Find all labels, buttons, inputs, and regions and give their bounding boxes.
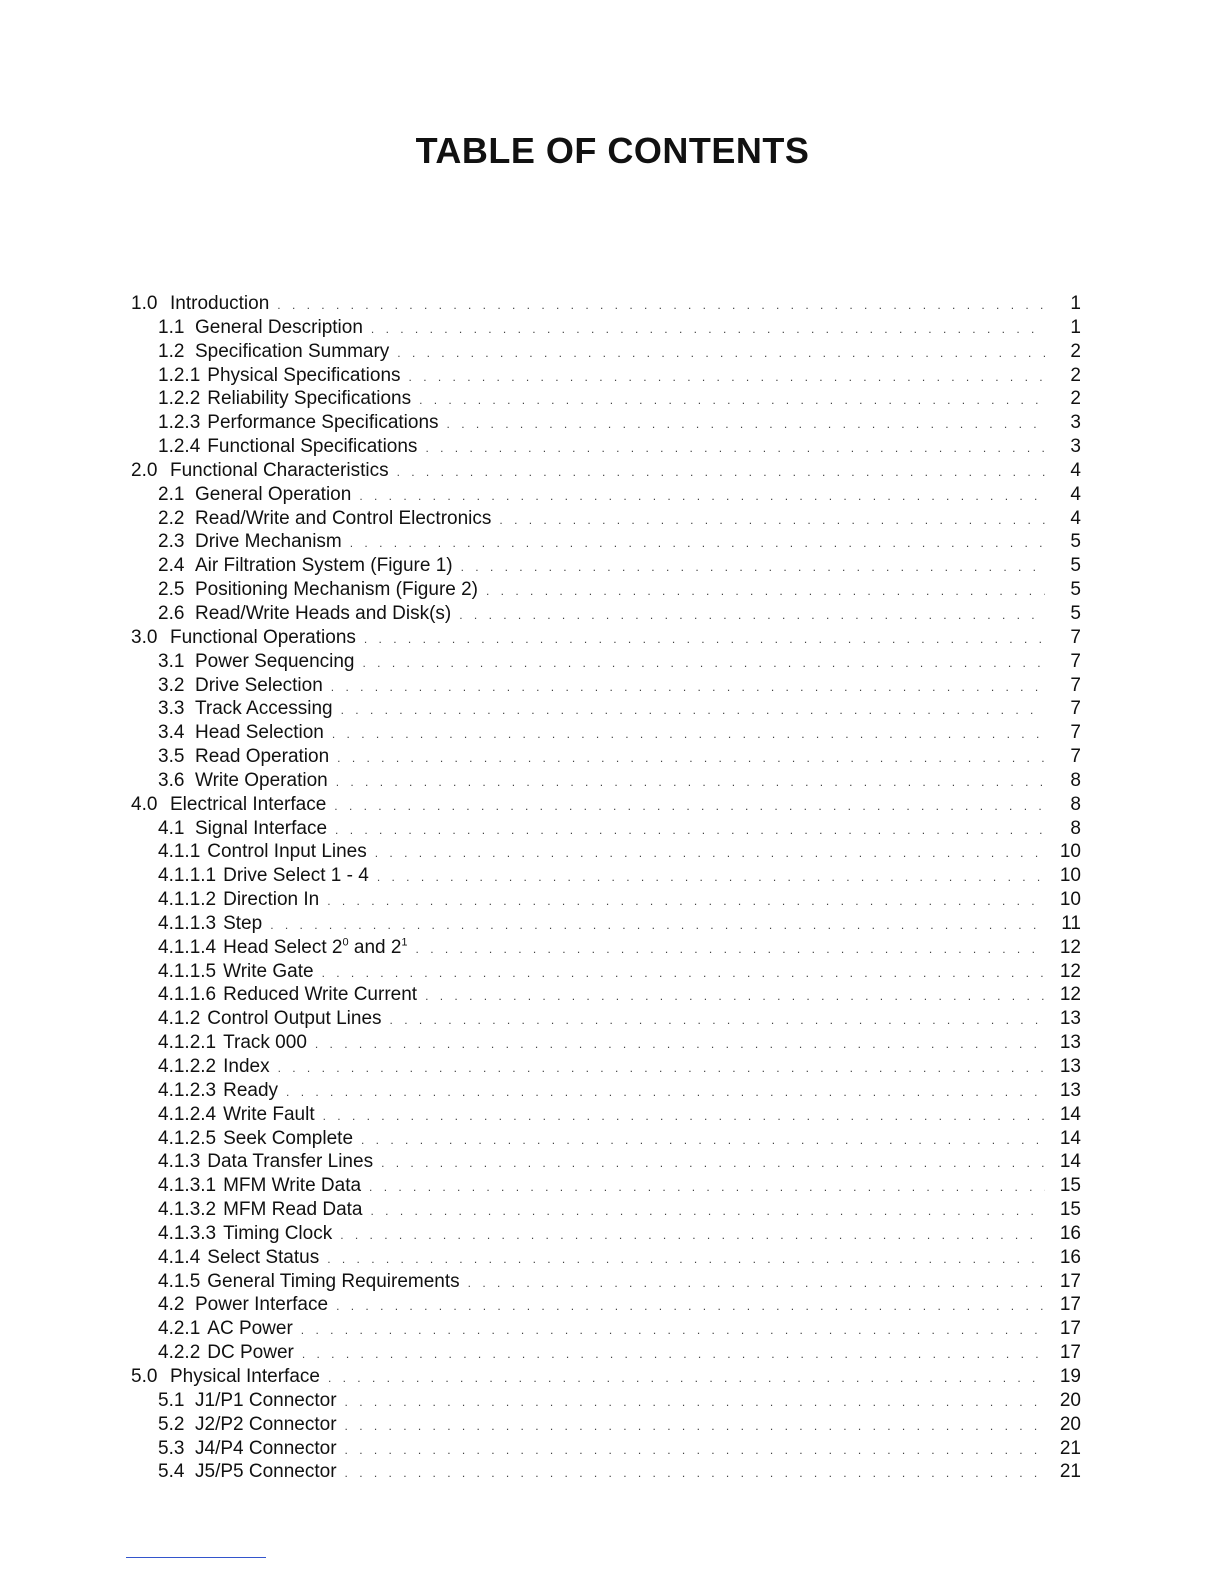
toc-entry (131, 721, 1081, 745)
toc-entry-page: 10 (1059, 865, 1081, 887)
dot-leader (345, 1415, 1045, 1439)
toc-entry (131, 1437, 1081, 1461)
dot-leader (278, 1057, 1045, 1081)
toc-entry-number: 1.2 (158, 340, 185, 362)
toc-entry (131, 1031, 1081, 1055)
toc-entry (131, 411, 1081, 435)
toc-entry (131, 292, 1081, 316)
toc-entry-label: Physical Specifications (207, 364, 401, 386)
toc-entry (131, 793, 1081, 817)
toc-entry-number: 4.1 (158, 817, 185, 839)
toc-entry-number: 2.4 (158, 555, 185, 577)
toc-entry-label: Drive Selection (195, 674, 323, 696)
toc-entry-number: 1.0 (131, 293, 158, 314)
toc-entry-label: Positioning Mechanism (Figure 2) (195, 579, 479, 601)
toc-entry-page: 16 (1059, 1246, 1081, 1268)
toc-entry-number: 1.2.4 (158, 436, 201, 458)
toc-entry-label: Introduction (170, 293, 270, 314)
toc-entry-page: 17 (1059, 1318, 1081, 1340)
dot-leader (327, 890, 1045, 914)
toc-entry (131, 1389, 1081, 1413)
toc-entry-page: 3 (1070, 436, 1081, 458)
toc-entry (131, 674, 1081, 698)
toc-entry-page: 5 (1070, 602, 1081, 624)
toc-entry (131, 1341, 1081, 1365)
toc-entry-number: 5.1 (158, 1389, 185, 1411)
toc-entry-label: Signal Interface (195, 817, 328, 839)
dot-leader (468, 1272, 1045, 1296)
toc-entry-number: 4.2 (158, 1294, 185, 1316)
toc-entry-number: 2.6 (158, 602, 185, 624)
footer-rule (126, 1557, 266, 1558)
toc-entry-number: 5.3 (158, 1437, 185, 1459)
toc-entry-label: J5/P5 Connector (195, 1461, 337, 1483)
toc-entry-number: 4.1.2.1 (158, 1032, 217, 1054)
toc-entry (131, 483, 1081, 507)
toc-entry-number: 4.1.2.5 (158, 1127, 217, 1149)
toc-entry-number: 2.5 (158, 579, 185, 601)
dot-leader (425, 985, 1045, 1009)
page-title: TABLE OF CONTENTS (415, 130, 810, 171)
toc-entry-page: 2 (1070, 388, 1081, 410)
toc-entry-page: 14 (1059, 1151, 1081, 1173)
toc-entry (131, 936, 1081, 960)
toc-entry (131, 578, 1081, 602)
toc-entry-page: 7 (1070, 674, 1081, 696)
toc-entry-label: Drive Select 1 - 4 (223, 865, 369, 887)
toc-entry-page: 4 (1070, 507, 1081, 529)
toc-entry-page: 5 (1070, 555, 1081, 577)
toc-entry-label: Read Operation (195, 746, 330, 768)
toc-entry (131, 1127, 1081, 1151)
table-of-contents (131, 292, 1081, 1484)
toc-entry (131, 387, 1081, 411)
dot-leader (302, 1343, 1045, 1367)
dot-leader (323, 1105, 1045, 1129)
toc-entry-number: 4.1.1 (158, 841, 201, 863)
dot-leader (397, 461, 1045, 485)
toc-entry (131, 340, 1081, 364)
toc-entry-label: Control Output Lines (207, 1008, 382, 1030)
toc-entry-page: 7 (1070, 722, 1081, 744)
toc-entry-label: J2/P2 Connector (195, 1413, 337, 1435)
toc-entry-label-part: Head Select 2 (223, 936, 343, 958)
dot-leader (332, 723, 1045, 747)
dot-leader (409, 366, 1045, 390)
toc-entry-page: 10 (1059, 841, 1081, 863)
dot-leader (375, 842, 1045, 866)
toc-entry-label: Electrical Interface (170, 793, 327, 815)
toc-entry-page: 3 (1070, 412, 1081, 434)
toc-entry (131, 864, 1081, 888)
toc-entry (131, 507, 1081, 531)
dot-leader (377, 866, 1045, 890)
toc-entry-number: 4.2.2 (158, 1342, 201, 1364)
toc-entry-page: 17 (1059, 1342, 1081, 1364)
toc-entry-number: 3.4 (158, 722, 185, 744)
toc-entry-label: J4/P4 Connector (195, 1437, 337, 1459)
dot-leader (486, 580, 1045, 604)
toc-entry-number: 4.1.1.2 (158, 889, 217, 911)
toc-entry-label: Write Fault (223, 1103, 315, 1125)
toc-entry-number: 3.6 (158, 769, 185, 791)
toc-entry-number: 4.1.1.4 (158, 936, 217, 958)
toc-entry (131, 1174, 1081, 1198)
toc-entry (131, 983, 1081, 1007)
toc-entry-label-part: and 2 (348, 936, 402, 958)
toc-entry-label: DC Power (207, 1342, 294, 1364)
toc-entry-label: Reduced Write Current (223, 984, 418, 1006)
toc-entry-number: 4.1.1.1 (158, 865, 217, 887)
toc-entry-page: 8 (1070, 769, 1081, 791)
dot-leader (345, 1391, 1045, 1415)
toc-entry (131, 1413, 1081, 1437)
toc-entry-label: Head Selection (195, 722, 324, 744)
dot-leader (461, 556, 1045, 580)
toc-entry-number: 5.4 (158, 1461, 185, 1483)
toc-entry-label: Read/Write Heads and Disk(s) (195, 602, 452, 624)
toc-entry-label: General Description (195, 316, 363, 338)
dot-leader (459, 604, 1045, 628)
dot-leader (336, 771, 1045, 795)
toc-entry-label: J1/P1 Connector (195, 1389, 337, 1411)
dot-leader (328, 1367, 1045, 1391)
dot-leader (419, 389, 1045, 413)
toc-entry-label: Functional Specifications (207, 436, 418, 458)
dot-leader (416, 938, 1045, 962)
toc-entry-page: 11 (1061, 912, 1081, 934)
toc-entry (131, 697, 1081, 721)
toc-entry-label: Drive Mechanism (195, 531, 342, 553)
toc-entry-page: 1 (1070, 293, 1081, 314)
toc-entry-number: 2.1 (158, 483, 185, 505)
dot-leader (334, 795, 1045, 819)
toc-entry-label: Physical Interface (170, 1365, 320, 1387)
dot-leader (371, 318, 1045, 342)
toc-entry-label: Ready (223, 1079, 279, 1101)
toc-entry-page: 20 (1059, 1389, 1081, 1411)
toc-entry-page: 2 (1070, 340, 1081, 362)
toc-entry (131, 530, 1081, 554)
toc-entry-number: 5.0 (131, 1365, 158, 1387)
toc-entry-label: Data Transfer Lines (207, 1151, 374, 1173)
toc-entry-number: 4.1.3.1 (158, 1175, 217, 1197)
toc-entry (131, 1246, 1081, 1270)
toc-entry-label: Direction In (223, 889, 320, 911)
toc-entry-label: Index (223, 1056, 270, 1077)
toc-entry-label: Write Operation (195, 769, 328, 791)
toc-entry-page: 14 (1059, 1103, 1081, 1125)
toc-entry-number: 2.3 (158, 531, 185, 553)
toc-entry (131, 888, 1081, 912)
toc-entry-number: 4.1.1.5 (158, 960, 217, 982)
toc-entry (131, 554, 1081, 578)
toc-entry (131, 745, 1081, 769)
toc-entry-page: 12 (1059, 936, 1081, 958)
dot-leader (336, 1295, 1045, 1319)
toc-entry-page: 15 (1059, 1199, 1081, 1221)
dot-leader (301, 1319, 1045, 1343)
dot-leader (337, 747, 1045, 771)
toc-entry-page: 5 (1070, 531, 1081, 553)
dot-leader (447, 413, 1045, 437)
toc-entry-label (216, 936, 407, 960)
toc-entry (131, 1007, 1081, 1031)
toc-entry-page: 21 (1059, 1437, 1081, 1459)
toc-entry-number: 4.1.2.4 (158, 1103, 217, 1125)
toc-entry-label: Read/Write and Control Electronics (195, 507, 492, 529)
toc-entry (131, 626, 1081, 650)
toc-entry-label: Track 000 (223, 1032, 307, 1054)
toc-entry-number: 4.1.1.3 (158, 912, 217, 934)
dot-leader (364, 628, 1045, 652)
dot-leader (361, 1129, 1045, 1153)
toc-entry-label: General Timing Requirements (207, 1270, 460, 1292)
toc-entry (131, 1460, 1081, 1484)
dot-leader (350, 532, 1045, 556)
toc-entry-label: MFM Write Data (223, 1175, 362, 1197)
toc-entry-number: 3.3 (158, 698, 185, 720)
toc-entry-page: 1 (1070, 316, 1081, 338)
toc-entry (131, 364, 1081, 388)
toc-entry (131, 817, 1081, 841)
toc-entry (131, 1079, 1081, 1103)
toc-entry-page: 13 (1059, 1032, 1081, 1054)
toc-entry-label: Specification Summary (195, 340, 390, 362)
toc-entry-page: 12 (1059, 984, 1081, 1006)
toc-entry-label: Seek Complete (223, 1127, 354, 1149)
toc-entry-page: 16 (1059, 1222, 1081, 1244)
toc-entry-page: 21 (1059, 1461, 1081, 1483)
toc-entry-label: AC Power (207, 1318, 293, 1340)
dot-leader (286, 1081, 1045, 1105)
dot-leader (381, 1152, 1045, 1176)
toc-entry-label: Reliability Specifications (207, 388, 412, 410)
toc-entry (131, 1198, 1081, 1222)
toc-entry (131, 1365, 1081, 1389)
toc-entry (131, 1103, 1081, 1127)
toc-entry-page: 20 (1059, 1413, 1081, 1435)
toc-entry (131, 1293, 1081, 1317)
toc-entry (131, 960, 1081, 984)
toc-entry (131, 435, 1081, 459)
toc-entry-page: 17 (1059, 1294, 1081, 1316)
toc-entry-page: 8 (1070, 817, 1081, 839)
toc-entry-label: Functional Operations (170, 626, 356, 648)
dot-leader (315, 1033, 1045, 1057)
dot-leader (341, 699, 1045, 723)
toc-entry-number: 3.5 (158, 746, 185, 768)
toc-entry (131, 1270, 1081, 1294)
dot-leader (277, 294, 1045, 318)
toc-entry-page: 13 (1059, 1056, 1081, 1077)
toc-entry-label: Write Gate (223, 960, 314, 982)
toc-entry-number: 4.1.3.2 (158, 1199, 217, 1221)
toc-entry-page: 7 (1070, 626, 1081, 648)
toc-entry-number: 1.1 (158, 316, 185, 338)
toc-entry-label: Air Filtration System (Figure 1) (195, 555, 453, 577)
toc-entry-label: General Operation (195, 483, 352, 505)
toc-entry (131, 769, 1081, 793)
toc-entry-number: 4.0 (131, 793, 158, 815)
toc-entry-number: 4.1.1.6 (158, 984, 217, 1006)
superscript: 1 (401, 936, 408, 949)
toc-entry-page: 7 (1070, 650, 1081, 672)
toc-entry-label: Track Accessing (195, 698, 333, 720)
dot-leader (340, 1224, 1045, 1248)
toc-entry-page: 10 (1059, 889, 1081, 911)
toc-entry-number: 4.1.5 (158, 1270, 201, 1292)
toc-entry-number: 2.0 (131, 459, 158, 481)
toc-entry-label: Control Input Lines (207, 841, 367, 863)
toc-entry-page: 12 (1059, 960, 1081, 982)
toc-entry-page: 19 (1059, 1365, 1081, 1387)
toc-entry-number: 4.1.3 (158, 1151, 201, 1173)
toc-entry-label: Performance Specifications (207, 412, 439, 434)
toc-entry-page: 4 (1070, 459, 1081, 481)
toc-entry-page: 5 (1070, 579, 1081, 601)
toc-entry-number: 1.2.1 (158, 364, 201, 386)
toc-entry-number: 4.1.3.3 (158, 1222, 217, 1244)
dot-leader (425, 437, 1045, 461)
toc-entry-page: 7 (1070, 698, 1081, 720)
toc-entry-page: 13 (1059, 1079, 1081, 1101)
toc-entry-label: Step (223, 912, 263, 934)
dot-leader (327, 1248, 1045, 1272)
dot-leader (363, 652, 1046, 676)
toc-entry (131, 459, 1081, 483)
toc-entry-page: 14 (1059, 1127, 1081, 1149)
toc-entry-number: 2.2 (158, 507, 185, 529)
toc-entry-label: Functional Characteristics (170, 459, 389, 481)
toc-entry-label: Power Sequencing (195, 650, 355, 672)
toc-entry-number: 4.1.2.2 (158, 1056, 217, 1077)
toc-entry-page: 8 (1070, 793, 1081, 815)
dot-leader (499, 509, 1045, 533)
toc-entry-label: Select Status (207, 1246, 320, 1268)
toc-entry (131, 840, 1081, 864)
toc-entry-label: Timing Clock (223, 1222, 333, 1244)
dot-leader (335, 819, 1045, 843)
dot-leader (331, 676, 1045, 700)
toc-entry-page: 17 (1059, 1270, 1081, 1292)
toc-entry (131, 912, 1081, 936)
dot-leader (345, 1462, 1045, 1486)
toc-entry-number: 1.2.3 (158, 412, 201, 434)
toc-entry-number: 4.1.2 (158, 1008, 201, 1030)
dot-leader (359, 485, 1045, 509)
dot-leader (345, 1439, 1045, 1463)
toc-entry (131, 1055, 1081, 1079)
toc-entry (131, 1150, 1081, 1174)
toc-entry-number: 4.2.1 (158, 1318, 201, 1340)
toc-entry-number: 1.2.2 (158, 388, 201, 410)
toc-entry (131, 1222, 1081, 1246)
toc-entry-number: 3.2 (158, 674, 185, 696)
toc-entry-page: 13 (1059, 1008, 1081, 1030)
toc-entry-number: 4.1.4 (158, 1246, 201, 1268)
dot-leader (322, 962, 1045, 986)
toc-entry-page: 4 (1070, 483, 1081, 505)
toc-entry-number: 4.1.2.3 (158, 1079, 217, 1101)
dot-leader (270, 914, 1045, 938)
toc-entry-number: 5.2 (158, 1413, 185, 1435)
toc-entry-page: 7 (1070, 746, 1081, 768)
dot-leader (397, 342, 1045, 366)
toc-entry (131, 650, 1081, 674)
dot-leader (370, 1200, 1045, 1224)
superscript: 0 (342, 936, 349, 949)
dot-leader (390, 1009, 1045, 1033)
toc-entry-page: 2 (1070, 364, 1081, 386)
toc-entry (131, 602, 1081, 626)
toc-entry-number: 3.1 (158, 650, 185, 672)
toc-entry-label: MFM Read Data (223, 1199, 363, 1221)
toc-entry-page: 15 (1059, 1175, 1081, 1197)
toc-entry (131, 316, 1081, 340)
dot-leader (369, 1176, 1045, 1200)
toc-entry (131, 1317, 1081, 1341)
toc-entry-number: 3.0 (131, 626, 158, 648)
toc-entry-label: Power Interface (195, 1294, 329, 1316)
